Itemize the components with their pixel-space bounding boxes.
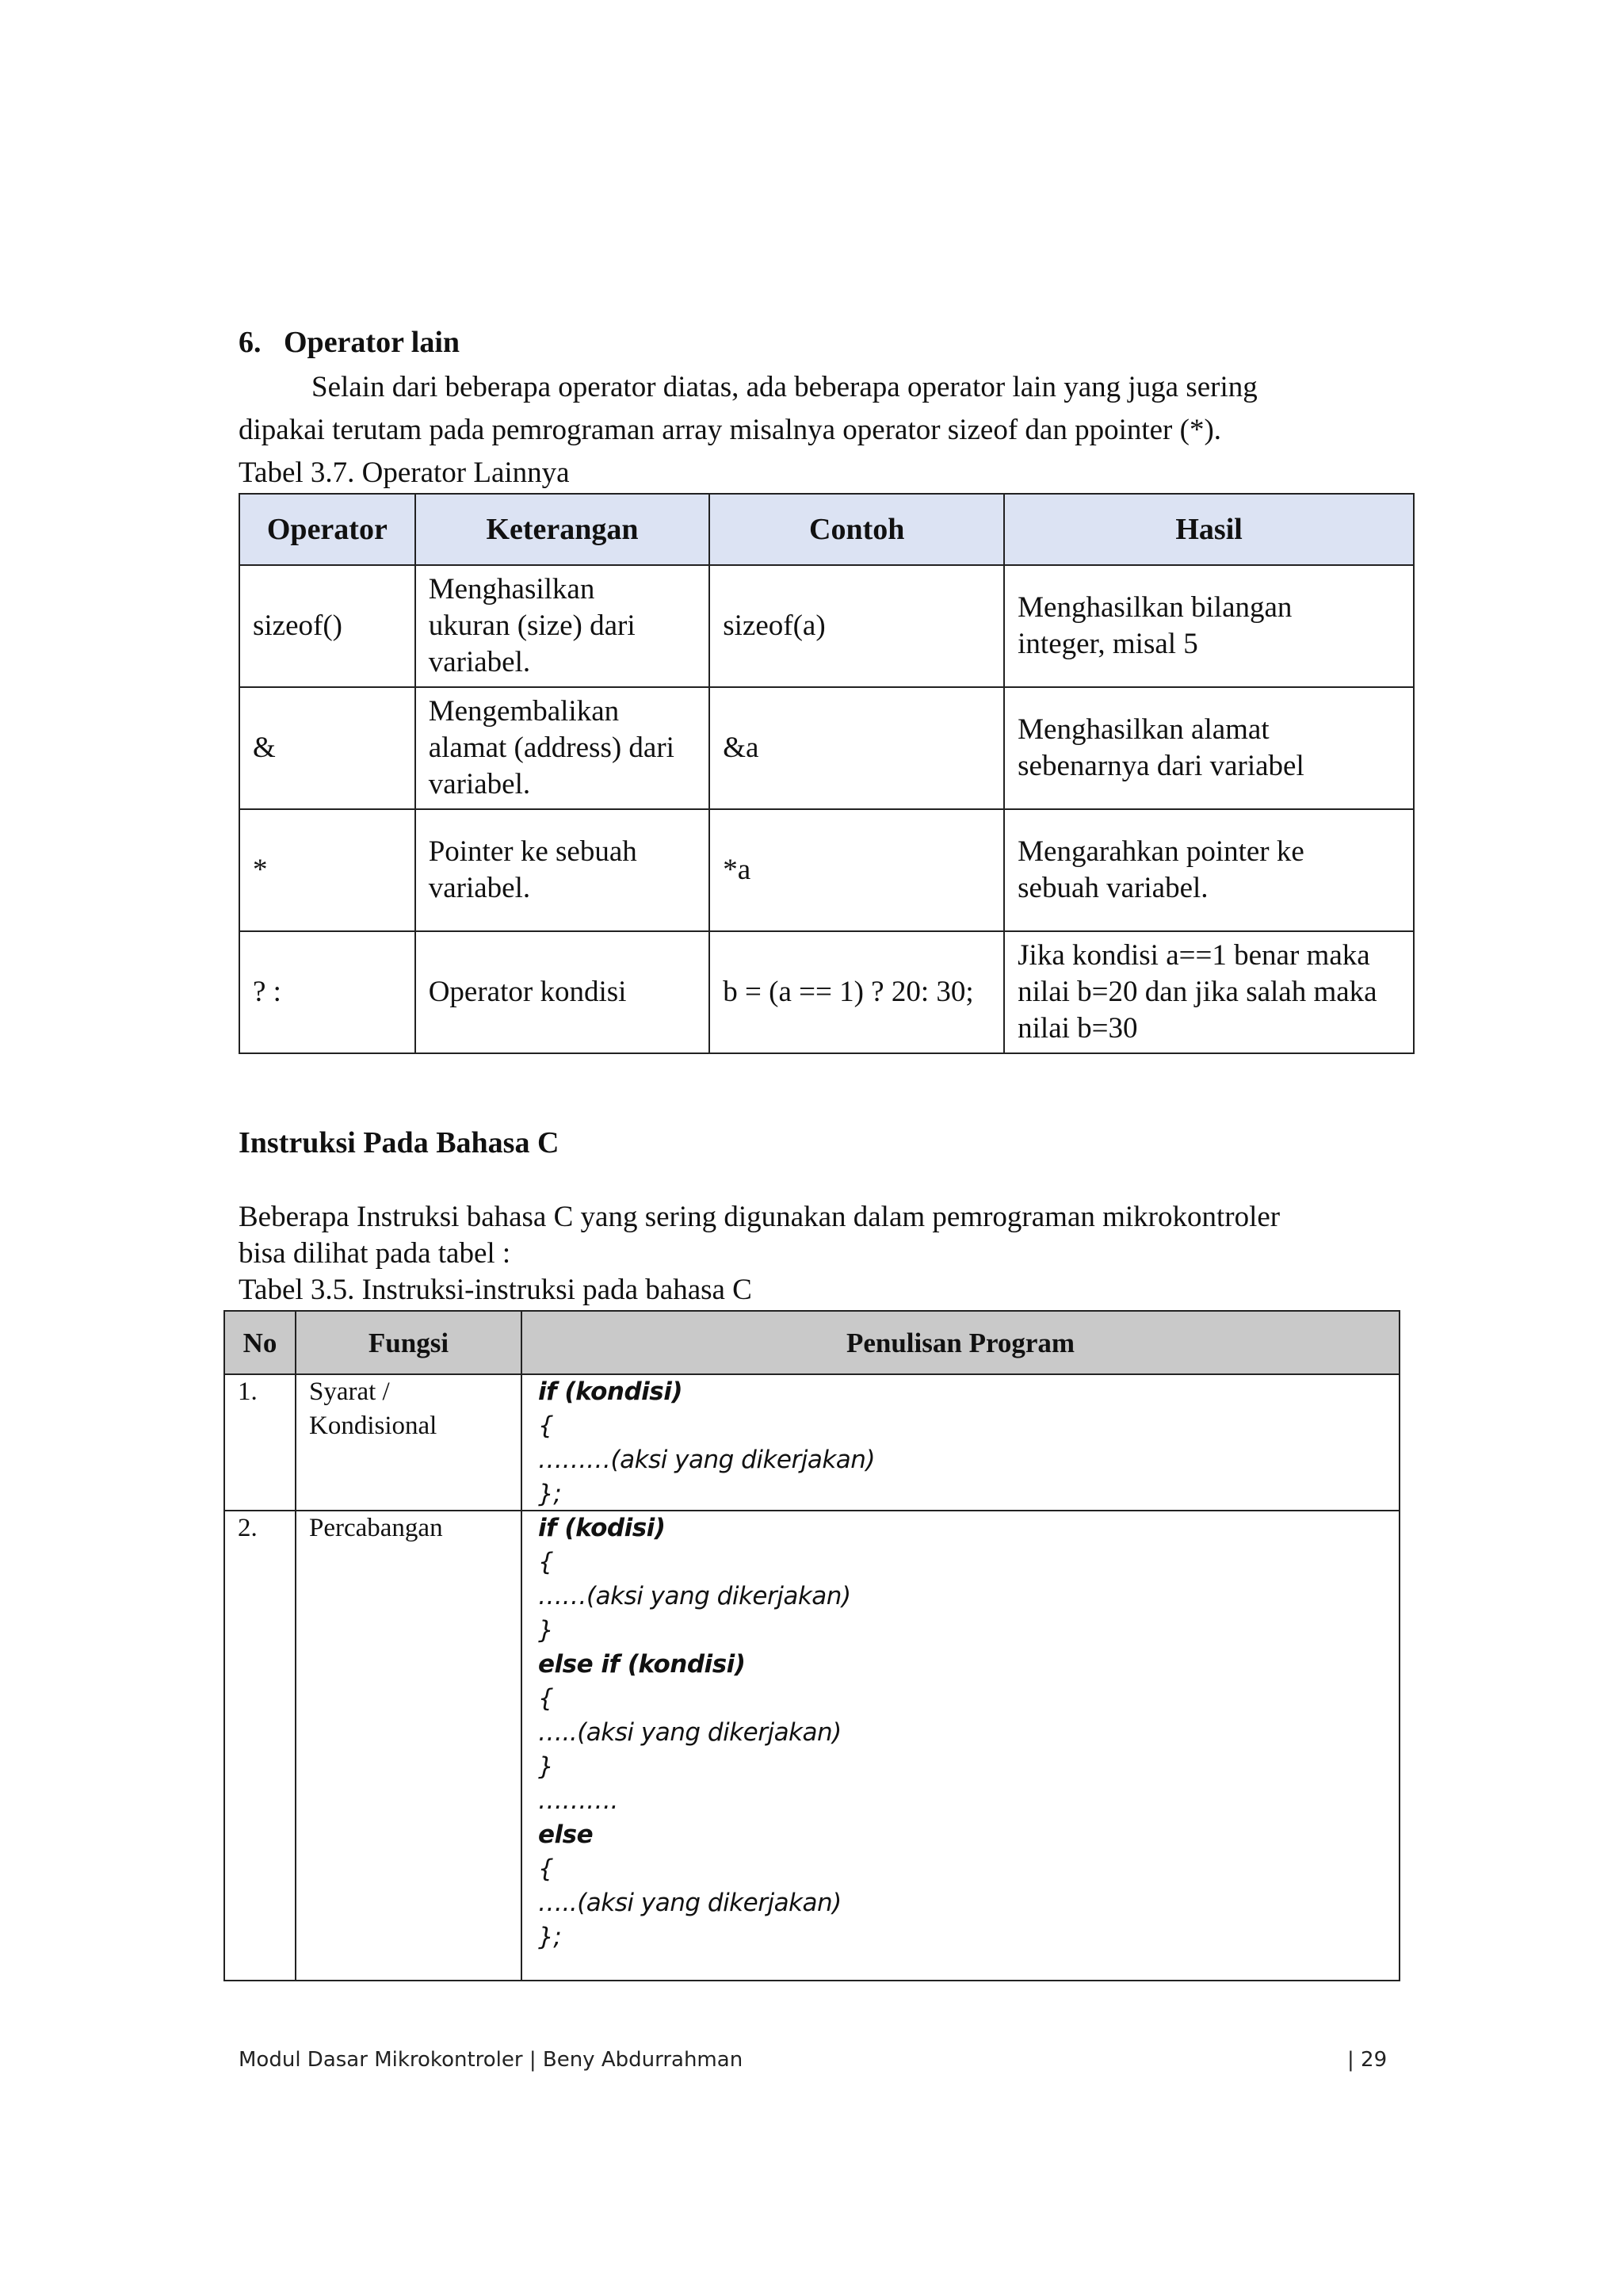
- code-line: else: [538, 1820, 594, 1849]
- code-line: {: [538, 1855, 554, 1883]
- code-line: if (kodisi): [538, 1514, 666, 1542]
- cell-contoh: b = (a == 1) ? 20: 30;: [709, 931, 1004, 1053]
- cell-hasil: Menghasilkan alamat sebenarnya dari variabel: [1004, 687, 1414, 809]
- code-line: {: [538, 1412, 554, 1440]
- table-row: [239, 687, 1414, 809]
- code-line: {: [538, 1548, 554, 1576]
- header-operator: Operator: [239, 494, 415, 565]
- cell-operator: *: [239, 809, 415, 931]
- cell-keterangan: Menghasilkan ukuran (size) dari variabel.: [415, 565, 710, 687]
- cell-contoh: sizeof(a): [709, 565, 1004, 687]
- cell-operator: ? :: [239, 931, 415, 1053]
- table-row: [239, 809, 1414, 931]
- code-line: }: [538, 1752, 554, 1781]
- cell-code: [521, 1511, 1400, 1981]
- cell-contoh: *a: [709, 809, 1004, 931]
- section-6-paragraph: [239, 366, 1396, 495]
- cell-hasil: Mengarahkan pointer ke sebuah variabel.: [1004, 809, 1414, 931]
- cell-keterangan: Pointer ke sebuah variabel.: [415, 809, 710, 931]
- cell-keterangan: Mengembalikan alamat (address) dari variabel.: [415, 687, 710, 809]
- code-line: else if (kondisi): [538, 1650, 746, 1679]
- footer-page-number: | 29: [1347, 2048, 1388, 2072]
- cell-fungsi: Percabangan: [296, 1511, 521, 1981]
- operator-table: [239, 493, 1415, 1054]
- table-row: [224, 1511, 1400, 1981]
- cell-code: [521, 1374, 1400, 1511]
- header-penulisan-program: Penulisan Program: [521, 1311, 1400, 1374]
- header-fungsi: Fungsi: [296, 1311, 521, 1374]
- cell-hasil: Jika kondisi a==1 benar maka nilai b=20 dan jika salah maka nilai b=30: [1004, 931, 1414, 1053]
- table-header-row: [224, 1311, 1400, 1374]
- paragraph-line: bisa dilihat pada tabel :: [239, 1237, 511, 1270]
- cell-operator: sizeof(): [239, 565, 415, 687]
- code-line: if (kondisi): [538, 1377, 683, 1406]
- header-keterangan: Keterangan: [415, 494, 710, 565]
- instruksi-section-title: Instruksi Pada Bahasa C: [239, 1126, 559, 1159]
- cell-operator: &: [239, 687, 415, 809]
- footer-title: Modul Dasar Mikrokontroler | Beny Abdurrahman: [239, 2048, 743, 2072]
- cell-keterangan: Operator kondisi: [415, 931, 710, 1053]
- code-line: };: [538, 1923, 562, 1951]
- table-header-row: [239, 494, 1414, 565]
- cell-no: 2.: [224, 1511, 296, 1981]
- code-line: ………(aksi yang dikerjakan): [538, 1446, 876, 1474]
- code-line: };: [538, 1480, 562, 1508]
- header-no: No: [224, 1311, 296, 1374]
- code-line: ……(aksi yang dikerjakan): [538, 1582, 851, 1610]
- header-contoh: Contoh: [709, 494, 1004, 565]
- header-hasil: Hasil: [1004, 494, 1414, 565]
- code-line: {: [538, 1684, 554, 1713]
- table-row: [224, 1374, 1400, 1511]
- paragraph-line: Selain dari beberapa operator diatas, ada beberapa operator lain yang juga sering: [311, 371, 1258, 403]
- instruksi-paragraph: [239, 1199, 1411, 1272]
- cell-hasil: Menghasilkan bilangan integer, misal 5: [1004, 565, 1414, 687]
- cell-fungsi: Syarat / Kondisional: [296, 1374, 521, 1511]
- table-3-5-caption: Tabel 3.5. Instruksi-instruksi pada bahasa C: [239, 1274, 752, 1306]
- table-row: [239, 931, 1414, 1053]
- table-3-7-caption: Tabel 3.7. Operator Lainnya: [239, 457, 570, 489]
- instruction-table: [223, 1310, 1400, 1981]
- paragraph-line: dipakai terutam pada pemrograman array misalnya operator sizeof dan ppointer (*).: [239, 414, 1222, 446]
- section-6-heading: 6. Operator lain: [239, 326, 460, 359]
- code-line: }: [538, 1616, 554, 1645]
- code-line: …..(aksi yang dikerjakan): [538, 1718, 842, 1747]
- cell-no: 1.: [224, 1374, 296, 1511]
- cell-contoh: &a: [709, 687, 1004, 809]
- table-row: [239, 565, 1414, 687]
- code-line: ……….: [538, 1786, 618, 1815]
- code-line: …..(aksi yang dikerjakan): [538, 1889, 842, 1917]
- paragraph-line: Beberapa Instruksi bahasa C yang sering digunakan dalam pemrograman mikrokontroler: [239, 1201, 1281, 1233]
